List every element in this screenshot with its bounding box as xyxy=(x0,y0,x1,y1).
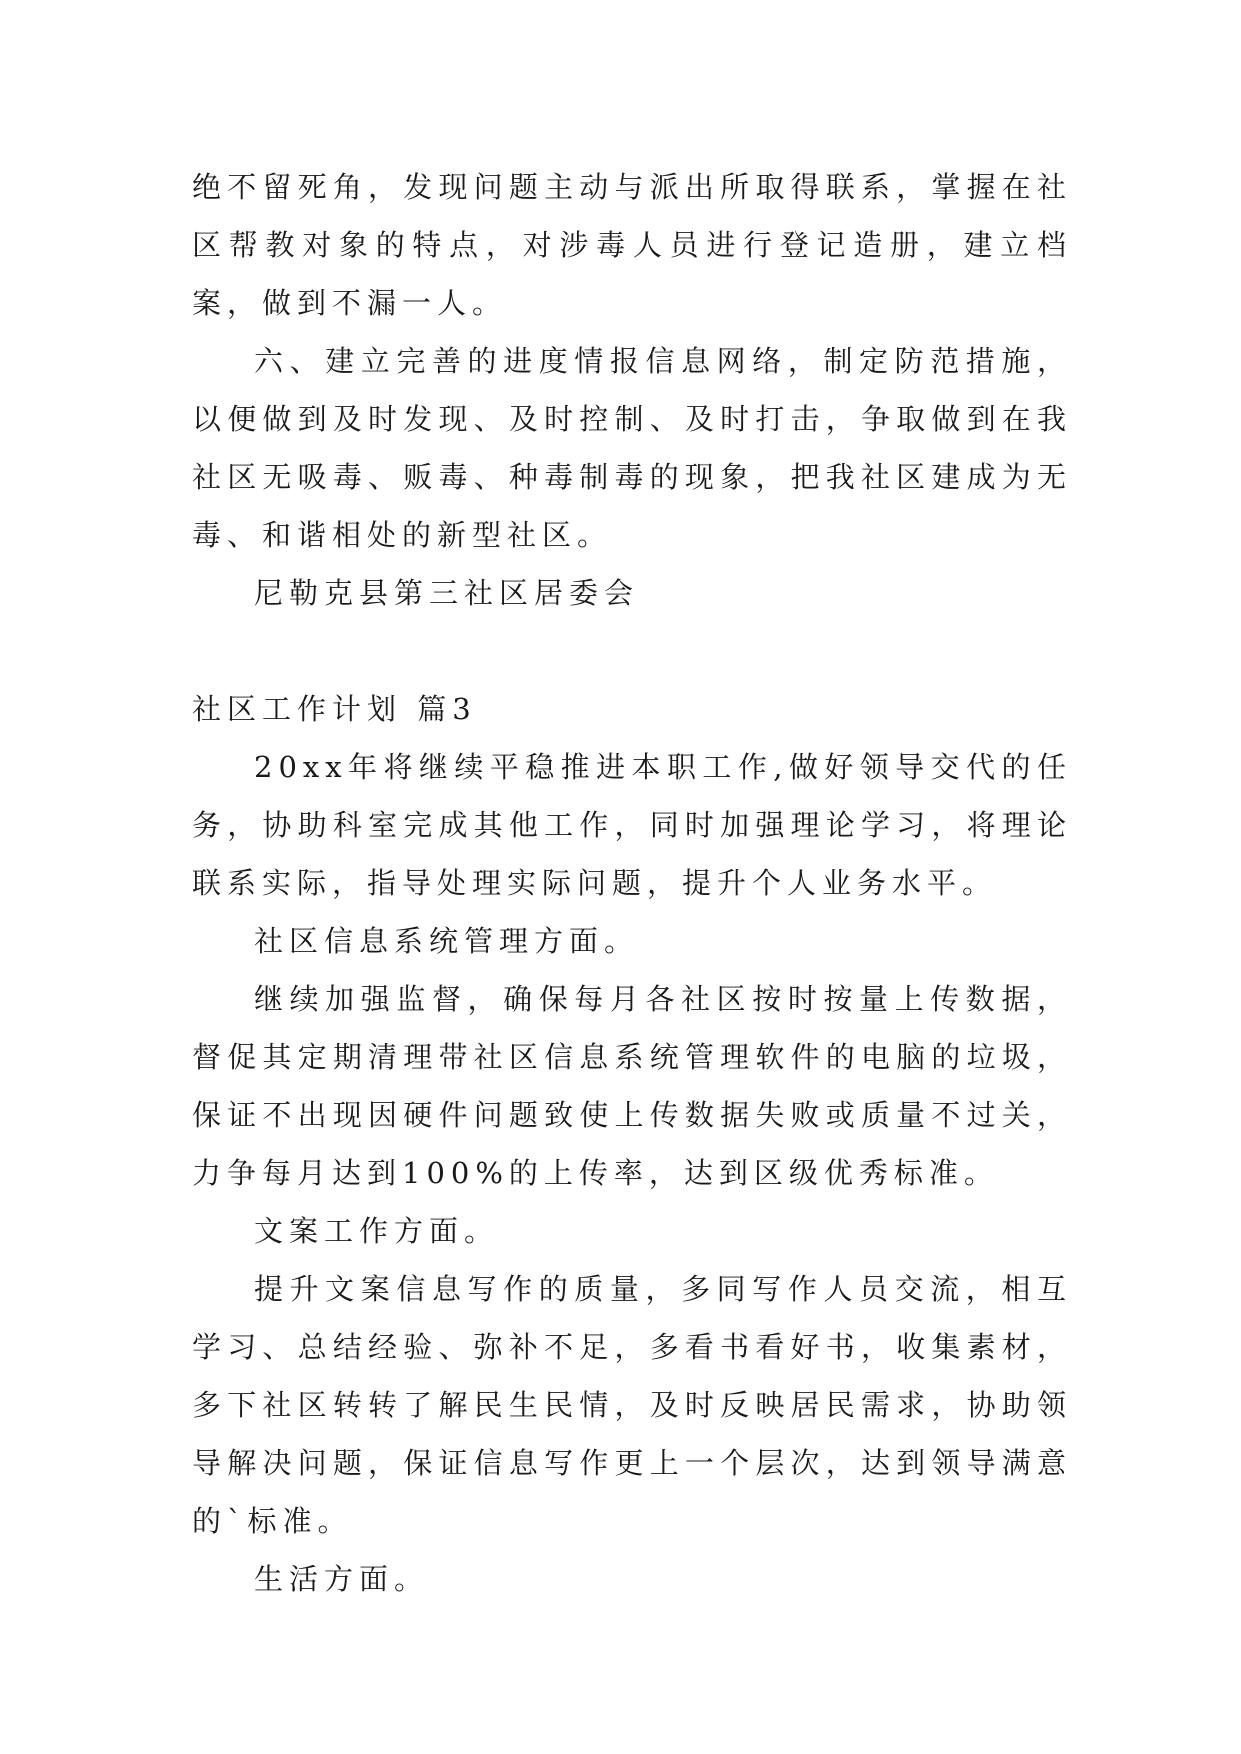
section-heading: 社区工作计划 篇3 xyxy=(192,692,477,726)
subheading-copywriting: 文案工作方面。 xyxy=(254,1214,500,1248)
document-body xyxy=(192,158,1072,1608)
subheading-life: 生活方面。 xyxy=(254,1562,430,1596)
paragraph-intro: 20xx年将继续平稳推进本职工作,做好领导交代的任务，协助科室完成其他工作，同时加强理论学习，将理论联系实际，指导处理实际问题，提升个人业务水平。 xyxy=(192,750,1072,900)
subheading-info-system: 社区信息系统管理方面。 xyxy=(254,924,640,958)
paragraph-copywriting: 提升文案信息写作的质量，多同写作人员交流，相互学习、总结经验、弥补不足，多看书看好书，收集素材，多下社区转转了解民生民情，及时反映居民需求，协助领导解决问题，保证信息写作更上一个层次，达到领导满意的`标准。 xyxy=(192,1272,1072,1538)
paragraph-info-system: 继续加强监督，确保每月各社区按时按量上传数据，督促其定期清理带社区信息系统管理软件的电脑的垃圾，保证不出现因硬件问题致使上传数据失败或质量不过关， 力争每月达到100%的上传率，达到区级优秀标准。 xyxy=(192,982,1072,1190)
signature-line: 尼勒克县第三社区居委会 xyxy=(254,576,640,610)
paragraph-item-six: 六、建立完善的进度情报信息网络，制定防范措施，以便做到及时发现、及时控制、及时打击，争取做到在我社区无吸毒、贩毒、种毒制毒的现象，把我社区建成为无毒、和谐相处的新型社区。 xyxy=(192,344,1072,552)
paragraph-continuation: 绝不留死角，发现问题主动与派出所取得联系，掌握在社区帮教对象的特点，对涉毒人员进行登记造册，建立档案，做到不漏一人。 xyxy=(192,170,1072,320)
